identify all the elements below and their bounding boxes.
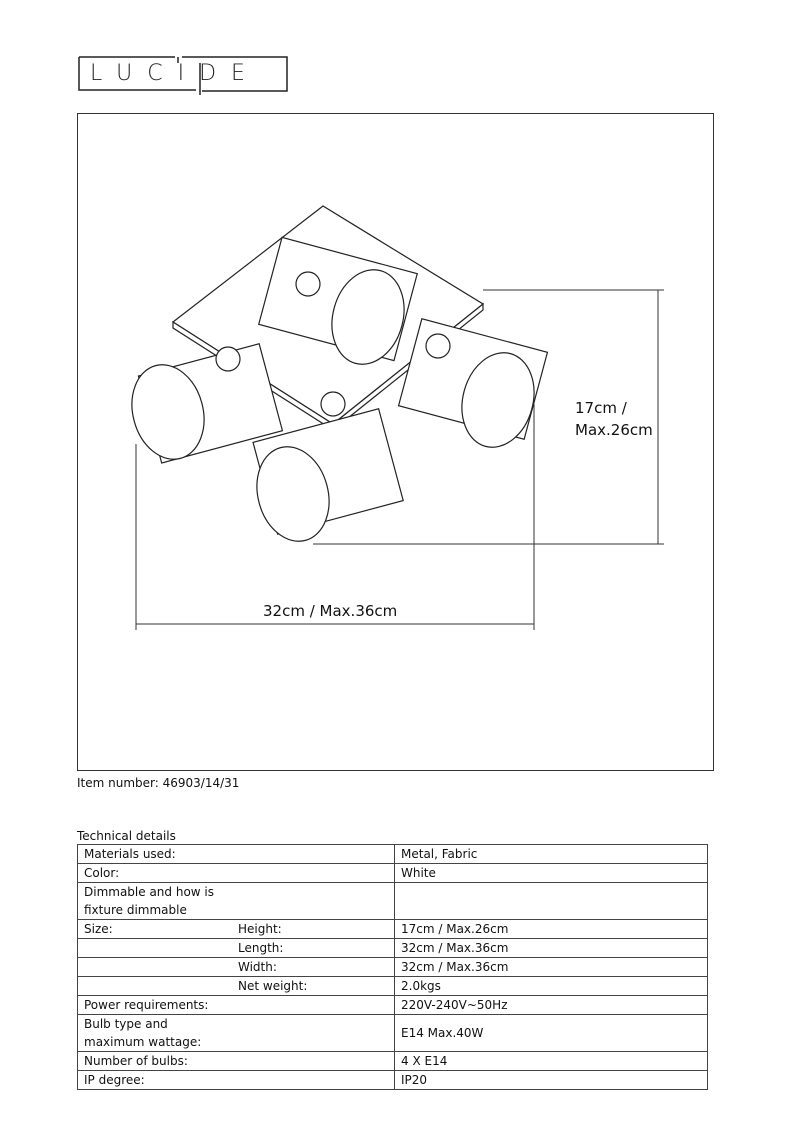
row-label: Size:	[78, 920, 239, 939]
row-value	[395, 883, 708, 920]
product-drawing-frame	[77, 113, 714, 771]
row-sublabel: Net weight:	[238, 977, 395, 996]
table-row	[78, 996, 708, 1015]
spotlight-drawing	[78, 114, 715, 772]
row-label: Power requirements:	[78, 996, 239, 1015]
row-sublabel	[238, 1071, 395, 1090]
row-label: Bulb type and maximum wattage:	[78, 1015, 239, 1052]
brand-name: LUCIDE	[90, 61, 260, 86]
table-row	[78, 1071, 708, 1090]
row-sublabel	[238, 1015, 395, 1052]
table-row	[78, 977, 708, 996]
table-row	[78, 958, 708, 977]
row-label	[78, 939, 239, 958]
row-sublabel	[238, 864, 395, 883]
technical-details-title: Technical details	[77, 829, 176, 843]
row-label: Color:	[78, 864, 239, 883]
row-sublabel	[238, 845, 395, 864]
row-value: White	[395, 864, 708, 883]
item-number: Item number: 46903/14/31	[77, 776, 240, 790]
row-label: Dimmable and how is fixture dimmable	[78, 883, 239, 920]
row-label	[78, 977, 239, 996]
row-sublabel: Width:	[238, 958, 395, 977]
row-sublabel	[238, 883, 395, 920]
height-dimension-line2: Max.26cm	[575, 421, 653, 439]
table-row	[78, 1015, 708, 1052]
row-value: 17cm / Max.26cm	[395, 920, 708, 939]
row-sublabel	[238, 1052, 395, 1071]
row-value: IP20	[395, 1071, 708, 1090]
row-sublabel	[238, 996, 395, 1015]
table-row	[78, 845, 708, 864]
row-label: Number of bulbs:	[78, 1052, 239, 1071]
row-sublabel: Length:	[238, 939, 395, 958]
row-value: E14 Max.40W	[395, 1015, 708, 1052]
row-value: 2.0kgs	[395, 977, 708, 996]
row-value: 32cm / Max.36cm	[395, 939, 708, 958]
technical-details-table	[77, 844, 708, 1090]
row-sublabel: Height:	[238, 920, 395, 939]
row-value: 220V-240V~50Hz	[395, 996, 708, 1015]
table-row	[78, 939, 708, 958]
row-label: Materials used:	[78, 845, 239, 864]
table-row	[78, 864, 708, 883]
row-value: Metal, Fabric	[395, 845, 708, 864]
width-dimension: 32cm / Max.36cm	[263, 602, 398, 620]
row-value: 32cm / Max.36cm	[395, 958, 708, 977]
table-row	[78, 1052, 708, 1071]
lucide-logo	[78, 55, 288, 95]
row-label	[78, 958, 239, 977]
row-value: 4 X E14	[395, 1052, 708, 1071]
table-row	[78, 883, 708, 920]
table-row	[78, 920, 708, 939]
row-label: IP degree:	[78, 1071, 239, 1090]
height-dimension-line1: 17cm /	[575, 399, 627, 417]
